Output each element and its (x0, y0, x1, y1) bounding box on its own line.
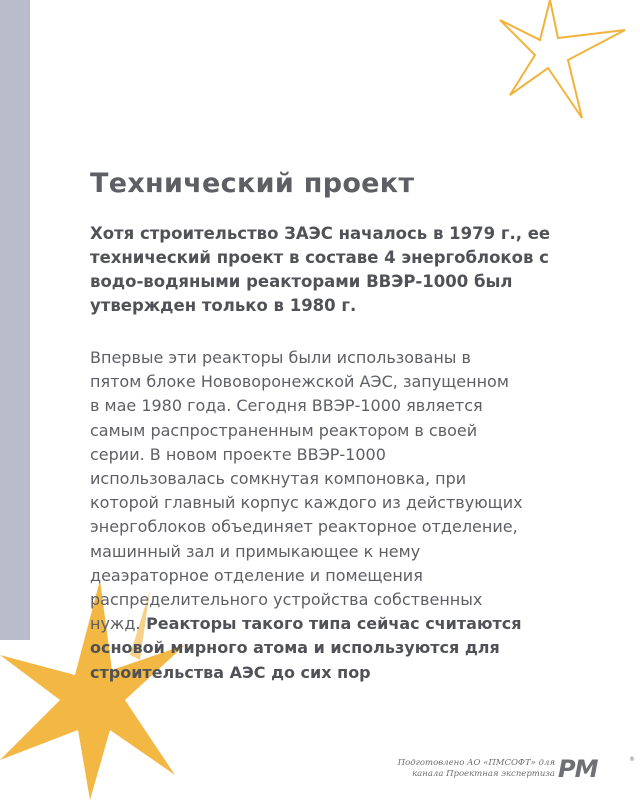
pmsoft-logo: PM (558, 755, 598, 783)
body-paragraph (90, 346, 610, 685)
side-accent-bar (0, 0, 30, 640)
page-title: Технический проект (90, 168, 415, 199)
body-text-regular: нужд. (90, 614, 141, 634)
lead-paragraph (90, 222, 595, 318)
body-line: машинный зал и примыкающее к нему (90, 541, 421, 561)
body-line: самым распространенным реактором в своей (90, 420, 478, 440)
body-line: пятом блоке Нововоронежской АЭС, запущенном (90, 372, 509, 392)
credit-note (305, 758, 555, 780)
body-line: в мае 1980 года. Сегодня ВВЭР-1000 является (90, 396, 483, 416)
body-line: которой главный корпус каждого из действующих (90, 493, 523, 513)
lead-line: технический проект в составе 4 энергоблоков с (90, 248, 549, 267)
registered-mark: ® (629, 756, 635, 763)
lead-line: Хотя строительство ЗАЭС началось в 1979 г., ее (90, 224, 551, 243)
lead-line: водо-водяными реакторами ВВЭР-1000 был (90, 272, 513, 291)
body-line: деаэраторное отделение и помещения (90, 565, 423, 585)
body-line-bold: строительства АЭС до сих пор (90, 662, 371, 682)
credit-line: Подготовлено АО «ПМСОФТ» для (397, 758, 555, 768)
body-line: использовалась сомкнутая компоновка, при (90, 469, 467, 489)
body-line-mixed (90, 612, 610, 636)
body-line: серии. В новом проекте ВВЭР-1000 (90, 444, 386, 464)
lead-line: утвержден только в 1980 г. (90, 296, 357, 315)
body-line-bold: основой мирного атома и используются для (90, 638, 500, 658)
body-line: энергоблоков объединяет реакторное отделение, (90, 517, 518, 537)
star-outline-decoration (490, 0, 640, 125)
body-line: распределительного устройства собственных (90, 590, 483, 610)
body-line: Впервые эти реакторы были использованы в (90, 348, 471, 367)
body-text-bold: Реакторы такого типа сейчас считаются (140, 614, 522, 634)
credit-line: канала Проектная экспертиза (412, 769, 555, 779)
